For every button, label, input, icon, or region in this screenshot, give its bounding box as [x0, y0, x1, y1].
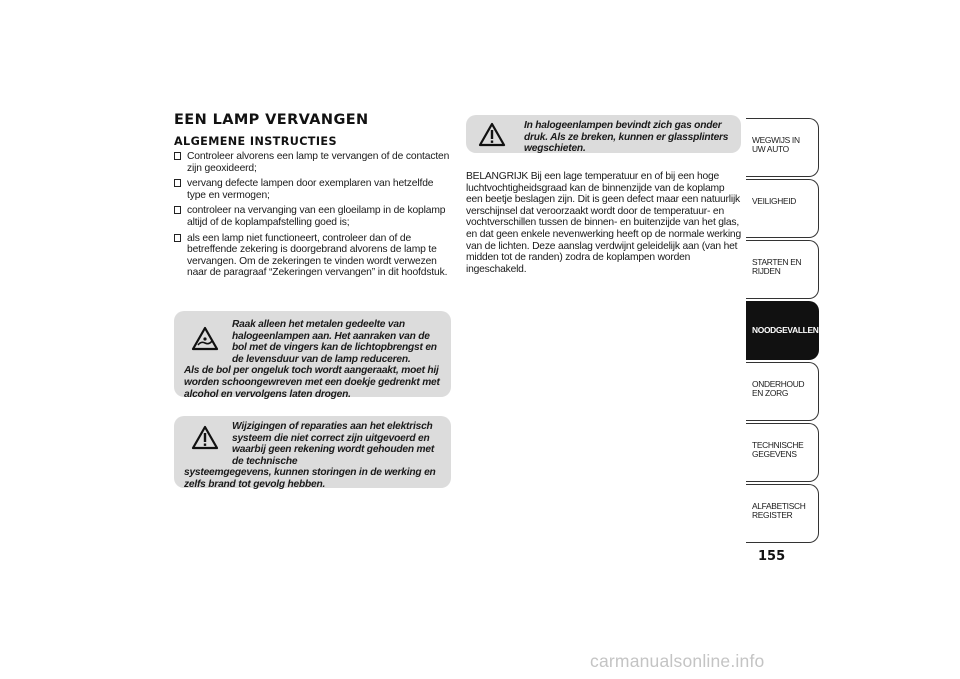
warning-box-electrical [174, 416, 451, 488]
warning-triangle-icon [478, 122, 506, 147]
section-title: EEN LAMP VERVANGEN [174, 112, 369, 128]
warning-text: In halogeenlampen bevindt zich gas onder druk. Als ze breken, kunnen er glassplinters wegschieten. [524, 120, 729, 155]
warning-text: systeemgegevens, kunnen storingen in de werking en zelfs brand tot gevolg hebben. [184, 467, 436, 490]
warning-triangle-icon [191, 425, 219, 450]
warning-box-gas-pressure [466, 115, 741, 153]
chapter-tabs [746, 118, 819, 545]
left-column [174, 112, 454, 283]
tab-alfabetisch-register[interactable]: ALFABETISCH REGISTER [746, 484, 819, 543]
tab-wegwijs[interactable]: WEGWIJS IN UW AUTO [746, 118, 819, 177]
important-note: BELANGRIJK Bij een lage temperatuur en of bij een hoge luchtvochtigheidsgraad kan de binnenzijde van de koplamp een beetje beslagen zijn. Dit is geen defect maar een natuurlijk verschijnsel dat veroorzaakt wordt door de temperatuur- en vochtverschillen tussen de binnen- en buitenzijde van het glas, en dat geen enkele nevenwerking heeft op de normale werking van de lichten. Deze aanslag verdwijnt geleidelijk aan (van het midden tot de randen) zodra de koplampen worden ingeschakeld. [466, 171, 741, 275]
page-number: 155 [758, 549, 786, 564]
warning-triangle-icon [191, 326, 219, 351]
tab-onderhoud-en-zorg[interactable]: ONDERHOUD EN ZORG [746, 362, 819, 421]
tab-technische-gegevens[interactable]: TECHNISCHE GEGEVENS [746, 423, 819, 482]
list-item: vervang defecte lampen door exemplaren van hetzelfde type en vermogen; [174, 178, 454, 201]
warning-text: Als de bol per ongeluk toch wordt aangeraakt, moet hij worden schoongewreven met een doekje gedrenkt met alcohol en vervolgens laten drogen. [184, 365, 440, 400]
warning-text: Raak alleen het metalen gedeelte van halogeenlampen aan. Het aanraken van de bol met de vingers kan de lichtopbrengst en de levensduur van de lamp reduceren. [232, 319, 437, 365]
checkbox-bullet-icon [174, 206, 181, 214]
warning-box-halogen-touch [174, 311, 451, 400]
section-subtitle: ALGEMENE INSTRUCTIES [174, 135, 337, 148]
warning-text: Wijzigingen of reparaties aan het elektrisch systeem die niet correct zijn uitgevoerd en waarbij geen rekening wordt gehouden met de technische [232, 421, 435, 467]
watermark: carmanualsonline.info [590, 651, 765, 671]
tab-veiligheid[interactable]: VEILIGHEID [746, 179, 819, 238]
checkbox-bullet-icon [174, 179, 181, 187]
list-item: controleer na vervanging van een gloeilamp in de koplamp altijd of de koplampafstelling goed is; [174, 205, 454, 228]
list-item: Controleer alvorens een lamp te vervangen of de contacten zijn geoxideerd; [174, 151, 454, 174]
tab-noodgevallen[interactable]: NOODGEVALLEN [746, 301, 819, 360]
tab-starten-en-rijden[interactable]: STARTEN EN RIJDEN [746, 240, 819, 299]
checkbox-bullet-icon [174, 234, 181, 242]
instruction-list [174, 151, 454, 279]
checkbox-bullet-icon [174, 152, 181, 160]
list-item: als een lamp niet functioneert, controleer dan of de betreffende zekering is doorgebrand alvorens de lamp te vervangen. Om de zekeringen te vinden wordt verwezen naar de paragraaf “Zekeringen vervangen” in dit hoofdstuk. [174, 233, 454, 279]
